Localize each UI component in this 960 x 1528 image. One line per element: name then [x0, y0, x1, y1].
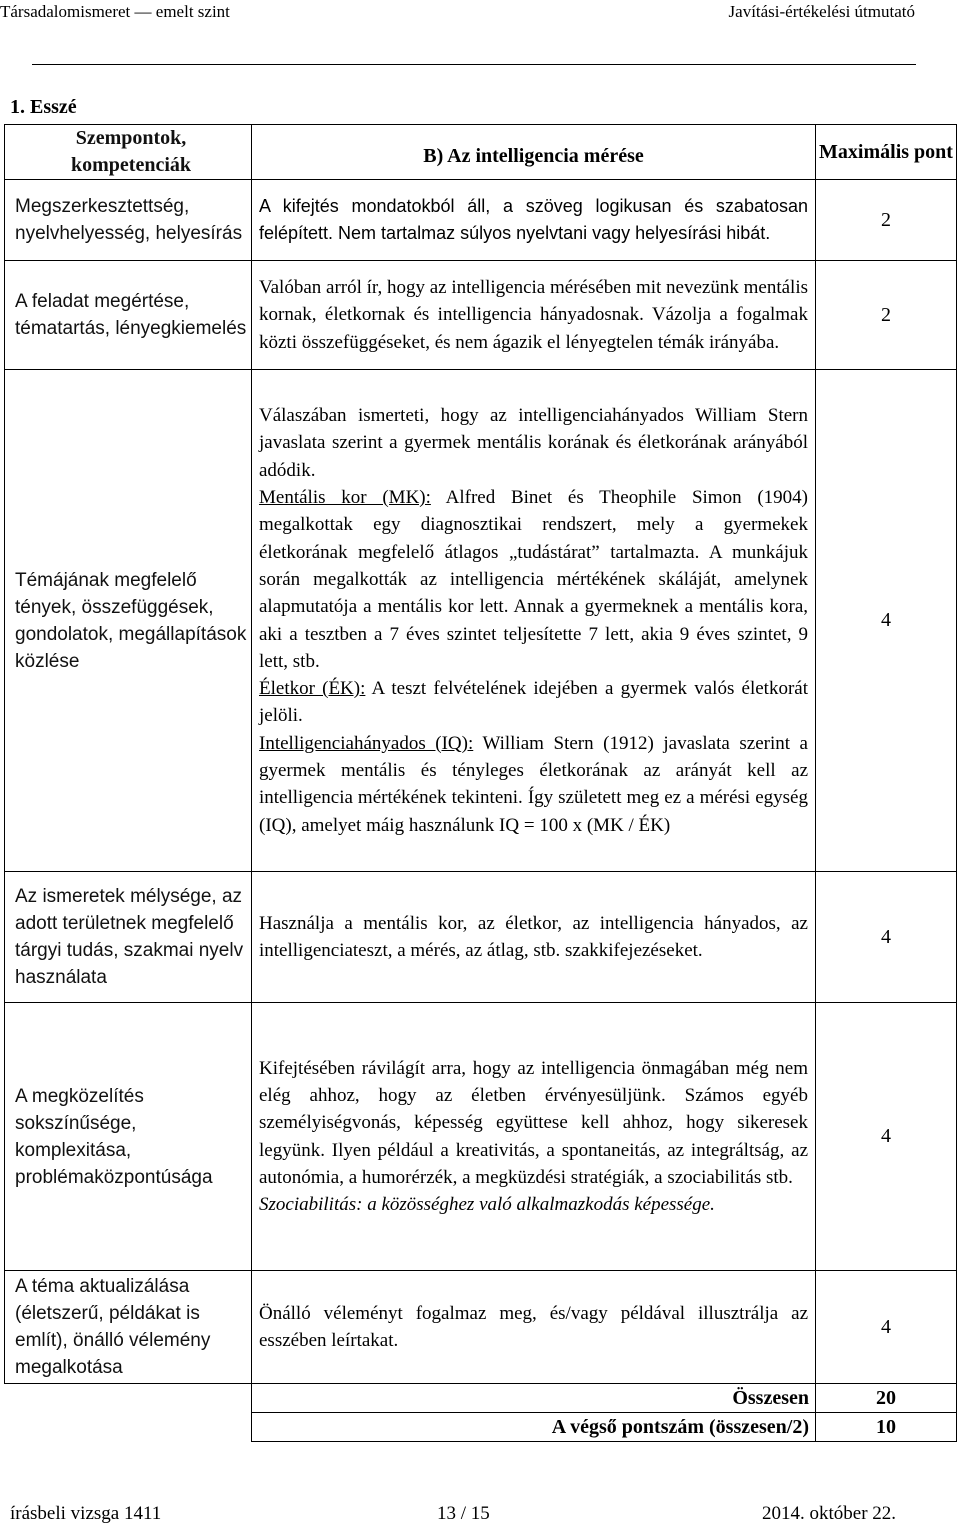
final-score-value: 10 — [816, 1413, 957, 1442]
points-cell: 4 — [816, 1003, 957, 1271]
points-cell: 2 — [816, 180, 957, 261]
max-points-column-header: Maximális pont — [816, 125, 957, 180]
final-score-label: A végső pontszám (összesen/2) — [252, 1413, 816, 1442]
age-text: A teszt felvételének idejében a gyermek valós életkorát jelöli. — [259, 678, 808, 727]
table-row — [5, 261, 957, 370]
description-cell — [252, 872, 816, 1003]
table-row — [5, 180, 957, 261]
section-title: 1. Esszé — [10, 96, 77, 118]
table-header-row — [5, 125, 957, 180]
iq-paragraph — [259, 730, 808, 839]
final-score-row — [5, 1413, 957, 1442]
scoring-table — [4, 124, 957, 1442]
header-divider — [32, 64, 916, 65]
iq-text: William Stern (1912) javaslata szerint a gyermek mentális és tényleges életkorának az arányát kell az intelligencia mértékének tekinteni. Így született meg ez a mérési egység (IQ), amelyet máig használunk IQ = 100 x (MK / ÉK) — [259, 732, 808, 836]
description-text: Önálló véleményt fogalmaz meg, és/vagy példával illusztrálja az esszében leírtakat. — [259, 1302, 808, 1351]
mental-age-paragraph — [259, 484, 808, 675]
total-value: 20 — [816, 1384, 957, 1413]
mental-age-text: Alfred Binet és Theophile Simon (1904) megalkottak egy diagnosztikai rendszert, mely a gyermekek életkorának megfelelő átlagos „tudástárat” tartalmazta. A munkájuk során megalkották az intelligencia mértékének skáláját, amelynek alapmutatója a mentális kor lett. Annak a gyermeknek a mentális kora, aki a tesztben a 7 éves szintet teljesítette 7 lett, akia 9 éves szintet, 9 lett, stb. — [259, 487, 808, 672]
description-cell — [252, 370, 816, 872]
description-text: Használja a mentális kor, az életkor, az intelligencia hányados, az intelligenciateszt, a mérés, az átlag, stb. szakkifejezéseket. — [259, 912, 808, 961]
mental-age-term: Mentális kor (MK): — [259, 487, 431, 509]
topic-column-header: B) Az intelligencia mérése — [252, 125, 816, 180]
intro-paragraph: Válaszában ismerteti, hogy az intelligenciahányados William Stern javaslata szerint a gyermek mentális korának és életkorának arányából adódik. — [259, 405, 808, 481]
page-header — [0, 2, 960, 24]
points-cell: 4 — [816, 872, 957, 1003]
total-label: Összesen — [252, 1384, 816, 1413]
criterion-cell: Az ismeretek mélysége, az adott területnek megfelelő tárgyi tudás, szakmai nyelv használata — [5, 872, 252, 1003]
points-cell: 4 — [816, 1271, 957, 1384]
table-row — [5, 370, 957, 872]
points-cell: 2 — [816, 261, 957, 370]
table-row — [5, 1003, 957, 1271]
description-text: A kifejtés mondatokból áll, a szöveg logikusan és szabatosan felépített. Nem tartalmaz súlyos nyelvtani vagy helyesírási hibát. — [259, 195, 808, 243]
criterion-cell: A feladat megértése, tématartás, lényegkiemelés — [5, 261, 252, 370]
footer-date: 2014. október 22. — [762, 1503, 897, 1524]
header-right-text: Javítási-értékelési útmutató — [728, 2, 915, 21]
header-left-text: Társadalomismeret — emelt szint — [0, 2, 230, 21]
table-row — [5, 1271, 957, 1384]
description-text: Valóban arról ír, hogy az intelligencia mérésében mit nevezünk mentális kornak, életkornak és intelligencia hányadosnak. Vázolja a fogalmak közti összefüggéseket, és nem ágazik el lényegtelen témák irányába. — [259, 277, 808, 353]
total-row — [5, 1384, 957, 1413]
criterion-cell: Megszerkesztettség, nyelvhelyesség, helyesírás — [5, 180, 252, 261]
description-cell — [252, 1271, 816, 1384]
sociability-definition: Szociabilitás: a közösséghez való alkalmazkodás képessége. — [259, 1194, 715, 1216]
points-cell: 4 — [816, 370, 957, 872]
criterion-cell: A megközelítés sokszínűsége, komplexitása, problémaközpontúsága — [5, 1003, 252, 1271]
description-cell — [252, 1003, 816, 1271]
criteria-column-header: Szempontok, kompetenciák — [5, 125, 252, 180]
iq-term: Intelligenciahányados (IQ): — [259, 732, 474, 754]
criterion-cell: Témájának megfelelő tények, összefüggések, gondolatok, megállapítások közlése — [5, 370, 252, 872]
table-row — [5, 872, 957, 1003]
description-text: Kifejtésében rávilágít arra, hogy az intelligencia önmagában még nem elég ahhoz, hogy az életben érvényesüljünk. Számos egyéb személyiségvonás, képesség együttese kell ahhoz, hogy sikeresek legyünk. Ilyen például a kreativitás, a spontaneitás, az integráltság, az autonómia, a humorérzék, a megküzdési stratégiák, a szociabilitás stb. — [259, 1057, 808, 1188]
age-term: Életkor (ÉK): — [259, 678, 366, 700]
description-cell — [252, 180, 816, 261]
criterion-cell: A téma aktualizálása (életszerű, példákat is említ), önálló vélemény megalkotása — [5, 1271, 252, 1384]
footer-exam-id: írásbeli vizsga 1411 — [10, 1503, 162, 1524]
description-cell — [252, 261, 816, 370]
footer-page-number: 13 / 15 — [437, 1503, 490, 1524]
age-paragraph — [259, 675, 808, 730]
